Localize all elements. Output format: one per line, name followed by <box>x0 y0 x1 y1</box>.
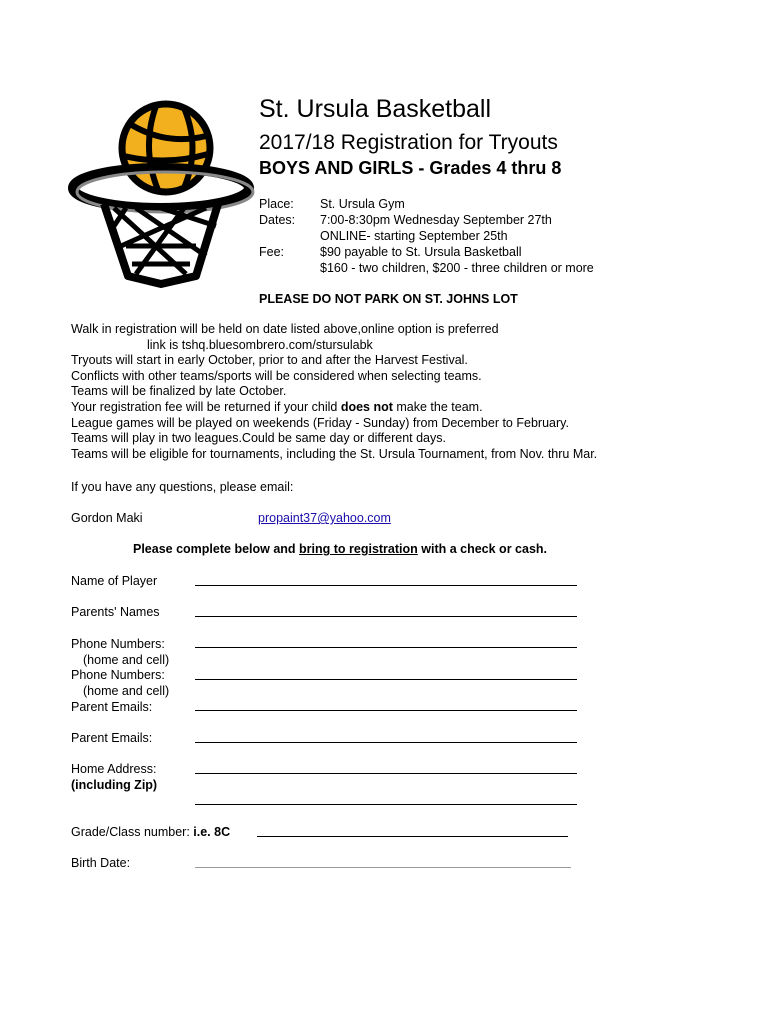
parent-emails-line[interactable] <box>195 742 577 743</box>
parent-emails-line[interactable] <box>195 710 577 711</box>
details-line: Teams will play in two leagues.Could be same day or different days. <box>71 431 446 446</box>
fee-extra: $160 - two children, $200 - three children or more <box>320 261 594 275</box>
fee-value: $90 payable to St. Ursula Basketball <box>320 245 522 259</box>
parent-emails-label: Parent Emails: <box>71 731 153 745</box>
player-name-line[interactable] <box>195 585 577 586</box>
phone-numbers-line[interactable] <box>195 647 577 648</box>
zip-note: (including Zip) <box>71 778 158 792</box>
player-name-label: Name of Player <box>71 574 158 588</box>
registration-link-line: link is tshq.bluesombrero.com/stursulabk <box>147 337 373 352</box>
online-value: ONLINE- starting September 25th <box>320 229 508 243</box>
grade-label: Grade/Class number: i.e. 8C <box>71 825 231 839</box>
dates-value: 7:00-8:30pm Wednesday September 27th <box>320 213 552 227</box>
home-address-label: Home Address: <box>71 762 157 776</box>
place-value: St. Ursula Gym <box>320 197 405 211</box>
grade-line[interactable] <box>257 836 568 837</box>
details-line: Your registration fee will be returned if your child does not make the team. <box>71 399 483 414</box>
dates-label: Dates: <box>259 213 296 227</box>
phone-numbers-label: Phone Numbers: <box>71 668 165 682</box>
parent-emails-label: Parent Emails: <box>71 700 153 714</box>
home-cell-note: (home and cell) <box>83 684 170 698</box>
home-cell-note: (home and cell) <box>83 653 170 667</box>
parking-notice: PLEASE DO NOT PARK ON ST. JOHNS LOT <box>259 292 518 306</box>
details-line: Teams will be finalized by late October. <box>71 384 287 399</box>
page-subtitle: 2017/18 Registration for Tryouts <box>259 131 558 154</box>
details-line: Walk in registration will be held on date listed above,online option is preferred <box>71 322 499 336</box>
details-text <box>71 322 597 462</box>
parents-names-line[interactable] <box>195 616 577 617</box>
contact-name: Gordon Maki <box>71 511 143 525</box>
phone-numbers-line[interactable] <box>195 679 577 680</box>
questions-text: If you have any questions, please email: <box>71 480 294 494</box>
grades-heading: BOYS AND GIRLS - Grades 4 thru 8 <box>259 158 562 178</box>
home-address-line[interactable] <box>195 773 577 774</box>
parents-names-label: Parents' Names <box>71 605 160 619</box>
basketball-hoop-logo <box>66 96 256 296</box>
form-instruction: Please complete below and bring to registration with a check or cash. <box>133 542 547 556</box>
contact-email-link[interactable]: propaint37@yahoo.com <box>258 511 391 525</box>
details-line: Teams will be eligible for tournaments, including the St. Ursula Tournament, from Nov. thru Mar. <box>71 446 598 461</box>
place-label: Place: <box>259 197 294 211</box>
details-line: League games will be played on weekends (Friday - Sunday) from December to February. <box>71 415 569 430</box>
details-line: Tryouts will start in early October, prior to and after the Harvest Festival. <box>71 353 468 368</box>
phone-numbers-label: Phone Numbers: <box>71 637 165 651</box>
birth-date-line[interactable] <box>195 867 571 868</box>
home-address-line-2[interactable] <box>195 804 577 805</box>
page-title: St. Ursula Basketball <box>259 95 492 123</box>
fee-label: Fee: <box>259 245 285 259</box>
details-line: Conflicts with other teams/sports will be considered when selecting teams. <box>71 368 482 383</box>
birth-date-label: Birth Date: <box>71 856 131 870</box>
